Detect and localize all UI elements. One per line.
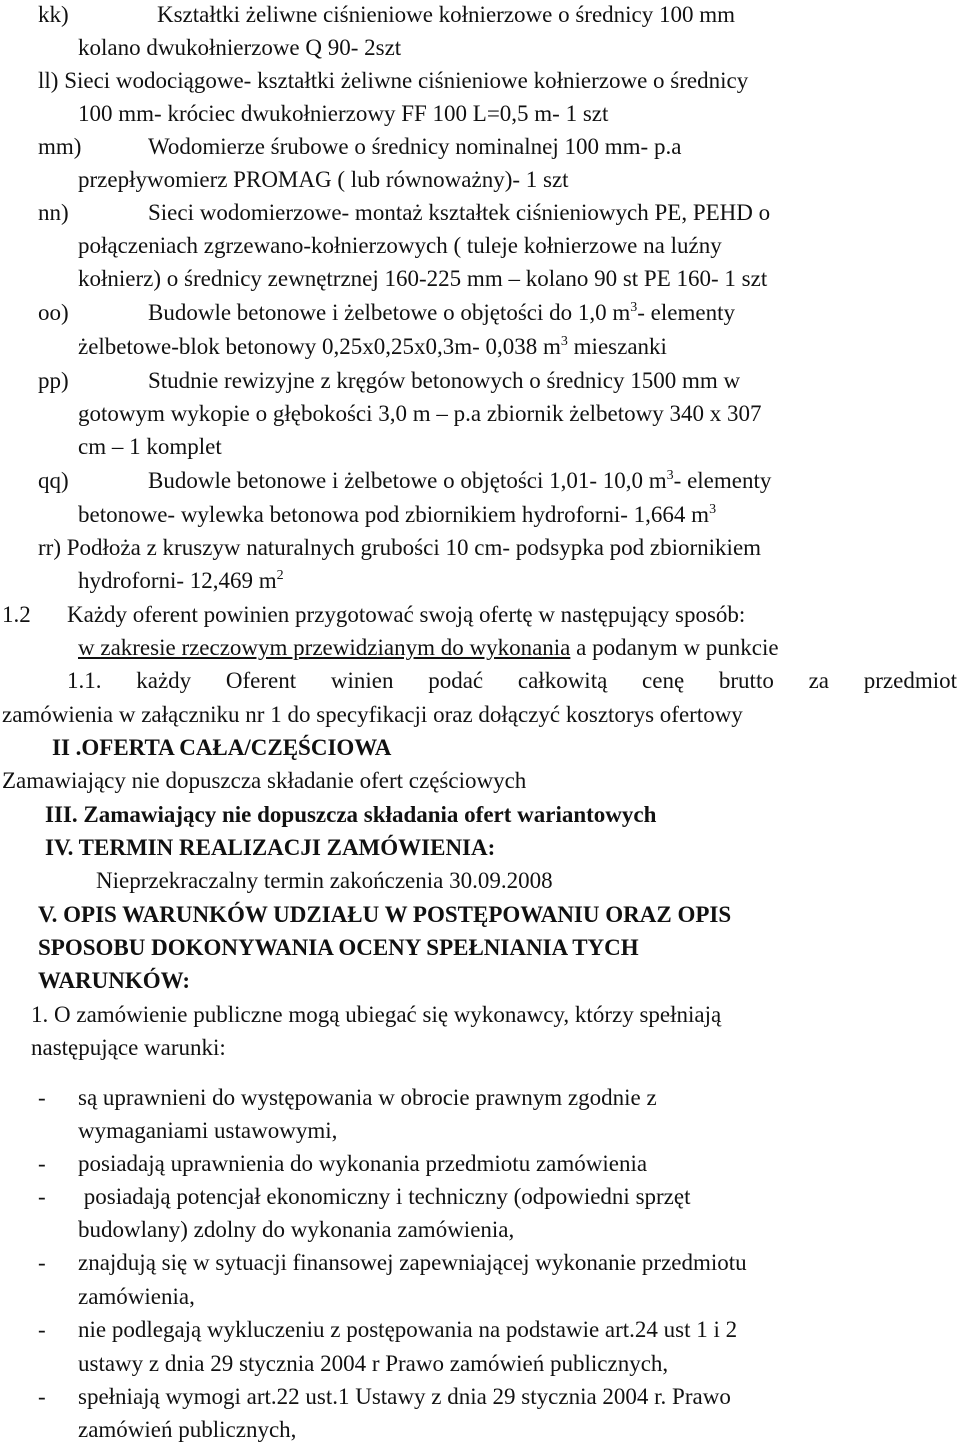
item-label-nn: nn) — [38, 200, 69, 225]
list-item-continuation: ustawy z dnia 29 stycznia 2004 r Prawo zamówień publicznych, — [78, 1351, 669, 1376]
superscript: 3 — [709, 502, 717, 517]
item-rr-text: rr) Podłoża z kruszyw naturalnych grubości 10 cm- podsypka pod zbiornikiem — [38, 535, 762, 560]
item-pp-continuation-2: cm – 1 komplet — [78, 434, 222, 459]
item-nn-continuation-1: połączeniach zgrzewano-kołnierzowych ( tuleje kołnierzowe na luźny — [78, 233, 722, 258]
section-iv-text: Nieprzekraczalny termin zakończenia 30.09.2008 — [96, 868, 553, 893]
list-bullet: - — [38, 1384, 46, 1409]
item-ll-text: ll) Sieci wodociągowe- kształtki żeliwne ciśnieniowe kołnierzowe o średnicy — [38, 68, 749, 93]
section-1-2-continuation: w zakresie rzeczowym przewidzianym do wykonania a podanym w punkcie — [78, 635, 779, 660]
list-item: znajdują się w sytuacji finansowej zapewniającej wykonanie przedmiotu — [78, 1250, 747, 1275]
list-item: posiadają potencjał ekonomiczny i techniczny (odpowiedni sprzęt — [78, 1184, 691, 1209]
item-qq-continuation: betonowe- wylewka betonowa pod zbiornikiem hydroforni- 1,664 $m^3$ — [78, 502, 717, 527]
list-bullet: - — [38, 1250, 46, 1275]
heading-v-line-3: WARUNKÓW: — [38, 968, 191, 993]
item-rr-continuation: hydroforni- 12,469 $m^2$ — [78, 568, 284, 593]
underlined-phrase: w zakresie rzeczowym przewidzianym do wykonania — [78, 635, 571, 660]
list-item-continuation: zamówień publicznych, — [78, 1417, 297, 1442]
section-v-paragraph: 1. O zamówienie publiczne mogą ubiegać się wykonawcy, którzy spełniają — [31, 1002, 722, 1027]
item-qq-text: Budowle betonowe i żelbetowe o objętości 1,01- 10,0 $m^3-$ elementy — [148, 468, 772, 493]
list-item: posiadają uprawnienia do wykonania przedmiotu zamówienia — [78, 1151, 648, 1176]
item-mm-text: Wodomierze śrubowe o średnicy nominalnej 100 mm- p.a — [148, 134, 682, 159]
superscript: 3 — [630, 300, 638, 315]
item-label-kk: kk) — [38, 2, 69, 27]
section-1-1-text: 1.1. każdy Oferent winien podać całkowitą cenę brutto za przedmiot — [67, 668, 957, 693]
list-bullet: - — [38, 1151, 46, 1176]
list-item: są uprawnieni do występowania w obrocie prawnym zgodnie z — [78, 1085, 657, 1110]
section-1-2-text: Każdy oferent powinien przygotować swoją ofertę w następujący sposób: — [67, 602, 746, 627]
item-pp-continuation-1: gotowym wykopie o głębokości 3,0 m – p.a zbiornik żelbetowy 340 x 307 — [78, 401, 762, 426]
superscript: 3 — [666, 468, 674, 483]
item-mm-continuation: przepływomierz PROMAG ( lub równoważny)- 1 szt — [78, 167, 569, 192]
item-oo-text: Budowle betonowe i żelbetowe o objętości do 1,0 $m^3-$ elementy — [148, 300, 735, 325]
list-item: nie podlegają wykluczeniu z postępowania na podstawie art.24 ust 1 i 2 — [78, 1317, 738, 1342]
heading-iv: IV. TERMIN REALIZACJI ZAMÓWIENIA: — [45, 835, 496, 860]
item-oo-continuation: żelbetowe-blok betonowy 0,25x0,25x0,3m- 0,038 $m^3$ mieszanki — [78, 334, 667, 359]
item-kk-text: Kształtki żeliwne ciśnieniowe kołnierzowe o średnicy 100 mm — [157, 2, 736, 27]
list-item-continuation: budowlany) zdolny do wykonania zamówienia, — [78, 1217, 515, 1242]
section-v-paragraph-continuation: następujące warunki: — [31, 1035, 226, 1060]
list-bullet: - — [38, 1085, 46, 1110]
item-kk-continuation: kolano dwukołnierzowe Q 90- 2szt — [78, 35, 402, 60]
section-1-1-continuation: zamówienia w załączniku nr 1 do specyfikacji oraz dołączyć kosztorys ofertowy — [2, 702, 743, 727]
item-label-oo: oo) — [38, 300, 69, 325]
superscript: 3 — [560, 334, 568, 349]
item-label-qq: qq) — [38, 468, 69, 493]
section-ii-text: Zamawiający nie dopuszcza składanie ofert częściowych — [2, 768, 527, 793]
heading-iii: III. Zamawiający nie dopuszcza składania ofert wariantowych — [45, 802, 657, 827]
list-item: spełniają wymogi art.22 ust.1 Ustawy z dnia 29 stycznia 2004 r. Prawo — [78, 1384, 731, 1409]
item-nn-text: Sieci wodomierzowe- montaż kształtek ciśnieniowych PE, PEHD o — [148, 200, 771, 225]
heading-v-line-2: SPOSOBU DOKONYWANIA OCENY SPEŁNIANIA TYCH — [38, 935, 639, 960]
section-1-2-number: 1.2 — [2, 602, 31, 627]
heading-ii: II .OFERTA CAŁA/CZĘŚCIOWA — [52, 735, 392, 760]
item-label-pp: pp) — [38, 368, 69, 393]
list-bullet: - — [38, 1184, 46, 1209]
heading-v-line-1: V. OPIS WARUNKÓW UDZIAŁU W POSTĘPOWANIU ORAZ OPIS — [38, 902, 732, 927]
item-ll-continuation: 100 mm- króciec dwukołnierzowy FF 100 L=0,5 m- 1 szt — [78, 101, 609, 126]
item-pp-text: Studnie rewizyjne z kręgów betonowych o średnicy 1500 mm w — [148, 368, 741, 393]
superscript: 2 — [276, 568, 284, 583]
list-item-continuation: zamówienia, — [78, 1284, 195, 1309]
list-bullet: - — [38, 1317, 46, 1342]
item-nn-continuation-2: kołnierz) o średnicy zewnętrznej 160-225 mm – kolano 90 st PE 160- 1 szt — [78, 266, 768, 291]
item-label-mm: mm) — [38, 134, 82, 159]
list-item-continuation: wymaganiami ustawowymi, — [78, 1118, 338, 1143]
